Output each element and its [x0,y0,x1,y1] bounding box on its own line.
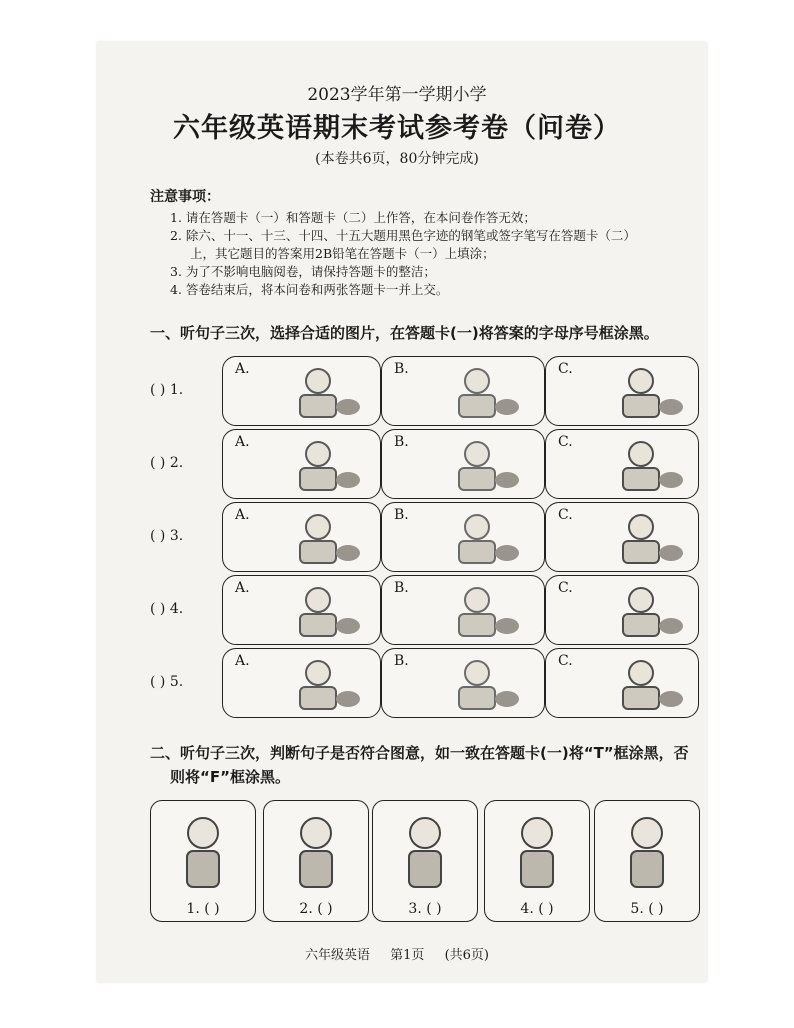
note-item: 3. 为了不影响电脑阅卷，请保持答题卡的整洁； [170,264,436,279]
option-letter: C. [558,507,573,523]
option-letter: B. [394,580,409,596]
dumplings-icon [591,655,691,711]
option-box[interactable] [545,575,699,645]
option-box[interactable] [222,502,381,572]
zongzi-icon [427,655,527,711]
child-watching-tv-icon [427,582,527,638]
option-letter: C. [558,361,573,377]
boy-with-dog-icon [268,363,368,419]
option-box[interactable] [222,575,381,645]
happy-boy-icon [495,809,579,891]
option-box[interactable] [381,356,545,426]
child-playing-toys-icon [591,582,691,638]
option-box[interactable] [381,648,545,718]
tf-label: 4. ( ) [520,901,554,917]
option-box[interactable] [545,356,699,426]
tf-picture[interactable] [150,800,256,922]
supermarket-icon [268,436,368,492]
option-letter: A. [235,361,250,377]
option-box[interactable] [545,429,699,499]
note-item: 4. 答卷结束后，将本问卷和两张答题卡一并上交。 [170,282,449,297]
option-letter: A. [235,653,250,669]
question-label: ( ) 3. [150,528,184,544]
page-title: 六年级英语期末考试参考卷（问卷） [173,113,621,144]
option-letter: B. [394,653,409,669]
gardener-icon [591,363,691,419]
apartment-building-icon [427,436,527,492]
crying-boy-ear-icon [274,809,358,891]
question-label: ( ) 2. [150,455,184,471]
option-letter: A. [235,580,250,596]
toothache-boy-icon [427,509,527,565]
couple-at-mountain-icon [605,809,689,891]
option-letter: B. [394,507,409,523]
option-letter: B. [394,361,409,377]
option-letter: C. [558,434,573,450]
section2-title-line1: 二、听句子三次，判断句子是否符合图意，如一致在答题卡(一)将“T”框涂黑，否 [150,744,689,762]
footer-subject: 六年级英语 [305,948,371,963]
option-box[interactable] [381,575,545,645]
question-label: ( ) 4. [150,601,184,617]
tf-picture[interactable] [594,800,700,922]
tf-label: 5. ( ) [630,901,664,917]
option-box[interactable] [222,648,381,718]
page-footer [0,944,794,963]
question-label: ( ) 1. [150,382,184,398]
traffic-jam-icon [161,809,245,891]
note-item: 2. 除六、十一、十三、十四、十五大题用黑色字迹的钢笔或签字笔写在答题卡（二） [170,228,636,243]
page-subtitle: (本卷共6页，80分钟完成) [315,151,479,167]
coughing-boy-icon [591,509,691,565]
option-box[interactable] [222,429,381,499]
tf-label: 1. ( ) [186,901,220,917]
tf-picture[interactable] [263,800,369,922]
cinema-audience-icon [383,809,467,891]
headache-boy-icon [268,509,368,565]
tf-picture[interactable] [372,800,478,922]
footer-page: 第1页 [390,948,425,963]
mooncakes-icon [268,655,368,711]
section2-title-line2: 则将“F”框涂黑。 [170,768,290,786]
option-letter: C. [558,653,573,669]
option-letter: C. [558,580,573,596]
option-box[interactable] [545,648,699,718]
option-letter: A. [235,434,250,450]
tf-picture[interactable] [484,800,590,922]
option-box[interactable] [222,356,381,426]
tf-label: 2. ( ) [299,901,333,917]
section1-title: 一、听句子三次，选择合适的图片，在答题卡(一)将答案的字母序号框涂黑。 [150,324,659,342]
option-box[interactable] [381,429,545,499]
footer-total: (共6页) [444,948,489,963]
family-picture-icon [427,363,527,419]
note-item: 上，其它题目的答案用2B铅笔在答题卡（一）上填涂； [190,246,495,261]
question-label: ( ) 5. [150,674,184,690]
option-letter: A. [235,507,250,523]
notes-heading: 注意事项： [150,189,220,205]
girl-reading-icon [268,582,368,638]
option-box[interactable] [545,502,699,572]
school-year: 2023学年第一学期小学 [307,85,487,105]
option-box[interactable] [381,502,545,572]
tf-label: 3. ( ) [408,901,442,917]
office-icon [591,436,691,492]
option-letter: B. [394,434,409,450]
note-item: 1. 请在答题卡（一）和答题卡（二）上作答，在本问卷作答无效； [170,210,536,225]
